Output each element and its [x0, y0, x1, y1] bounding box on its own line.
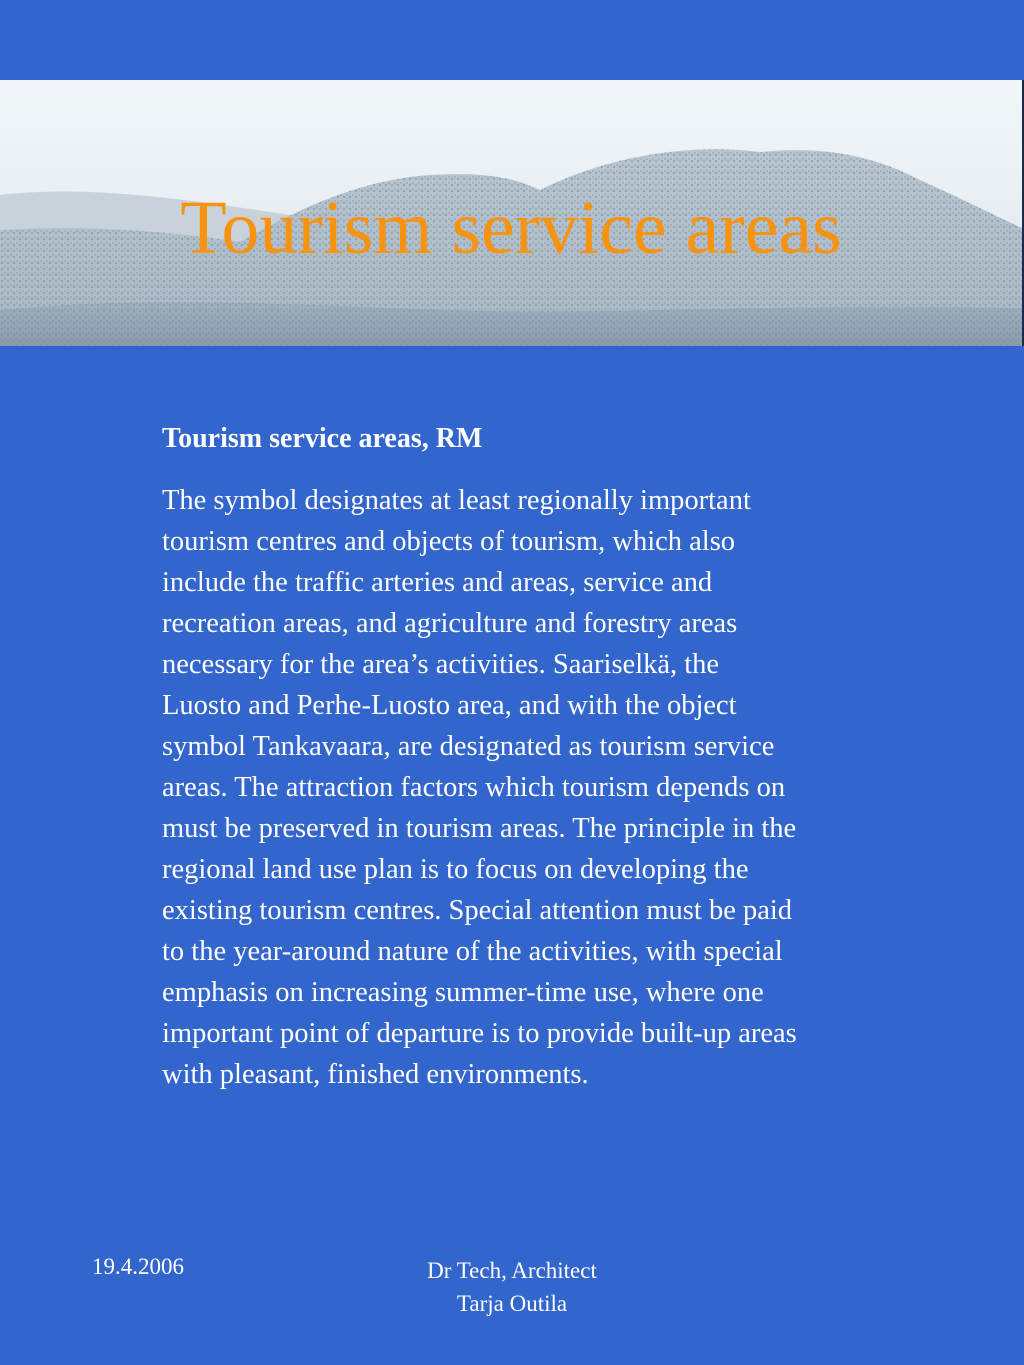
slide-content [162, 420, 802, 1095]
slide-title: Tourism service areas [180, 186, 842, 270]
footer-date: 19.4.2006 [92, 1254, 184, 1279]
footer-author-name: Tarja Outila [456, 1291, 568, 1316]
footer-author [352, 1254, 672, 1320]
footer-author-title: Dr Tech, Architect [427, 1258, 597, 1283]
body-paragraph: The symbol designates at least regionally important tourism centres and objects of tourism, which also include the traffic arteries and areas, service and recreation areas, and agriculture and forestry areas necessary for the area’s activities. Saariselkä, the Luosto and Perhe-Luosto area, and with the object symbol Tankavaara, are designated as tourism service areas. The attraction factors which tourism depends on must be preserved in tourism areas. The principle in the regional land use plan is to focus on developing the existing tourism centres. Special attention must be paid to the year-around nature of the activities, with special emphasis on increasing summer-time use, where one important point of departure is to provide built-up areas with pleasant, finished environments. [162, 485, 797, 1090]
section-heading: Tourism service areas, RM [162, 423, 483, 454]
